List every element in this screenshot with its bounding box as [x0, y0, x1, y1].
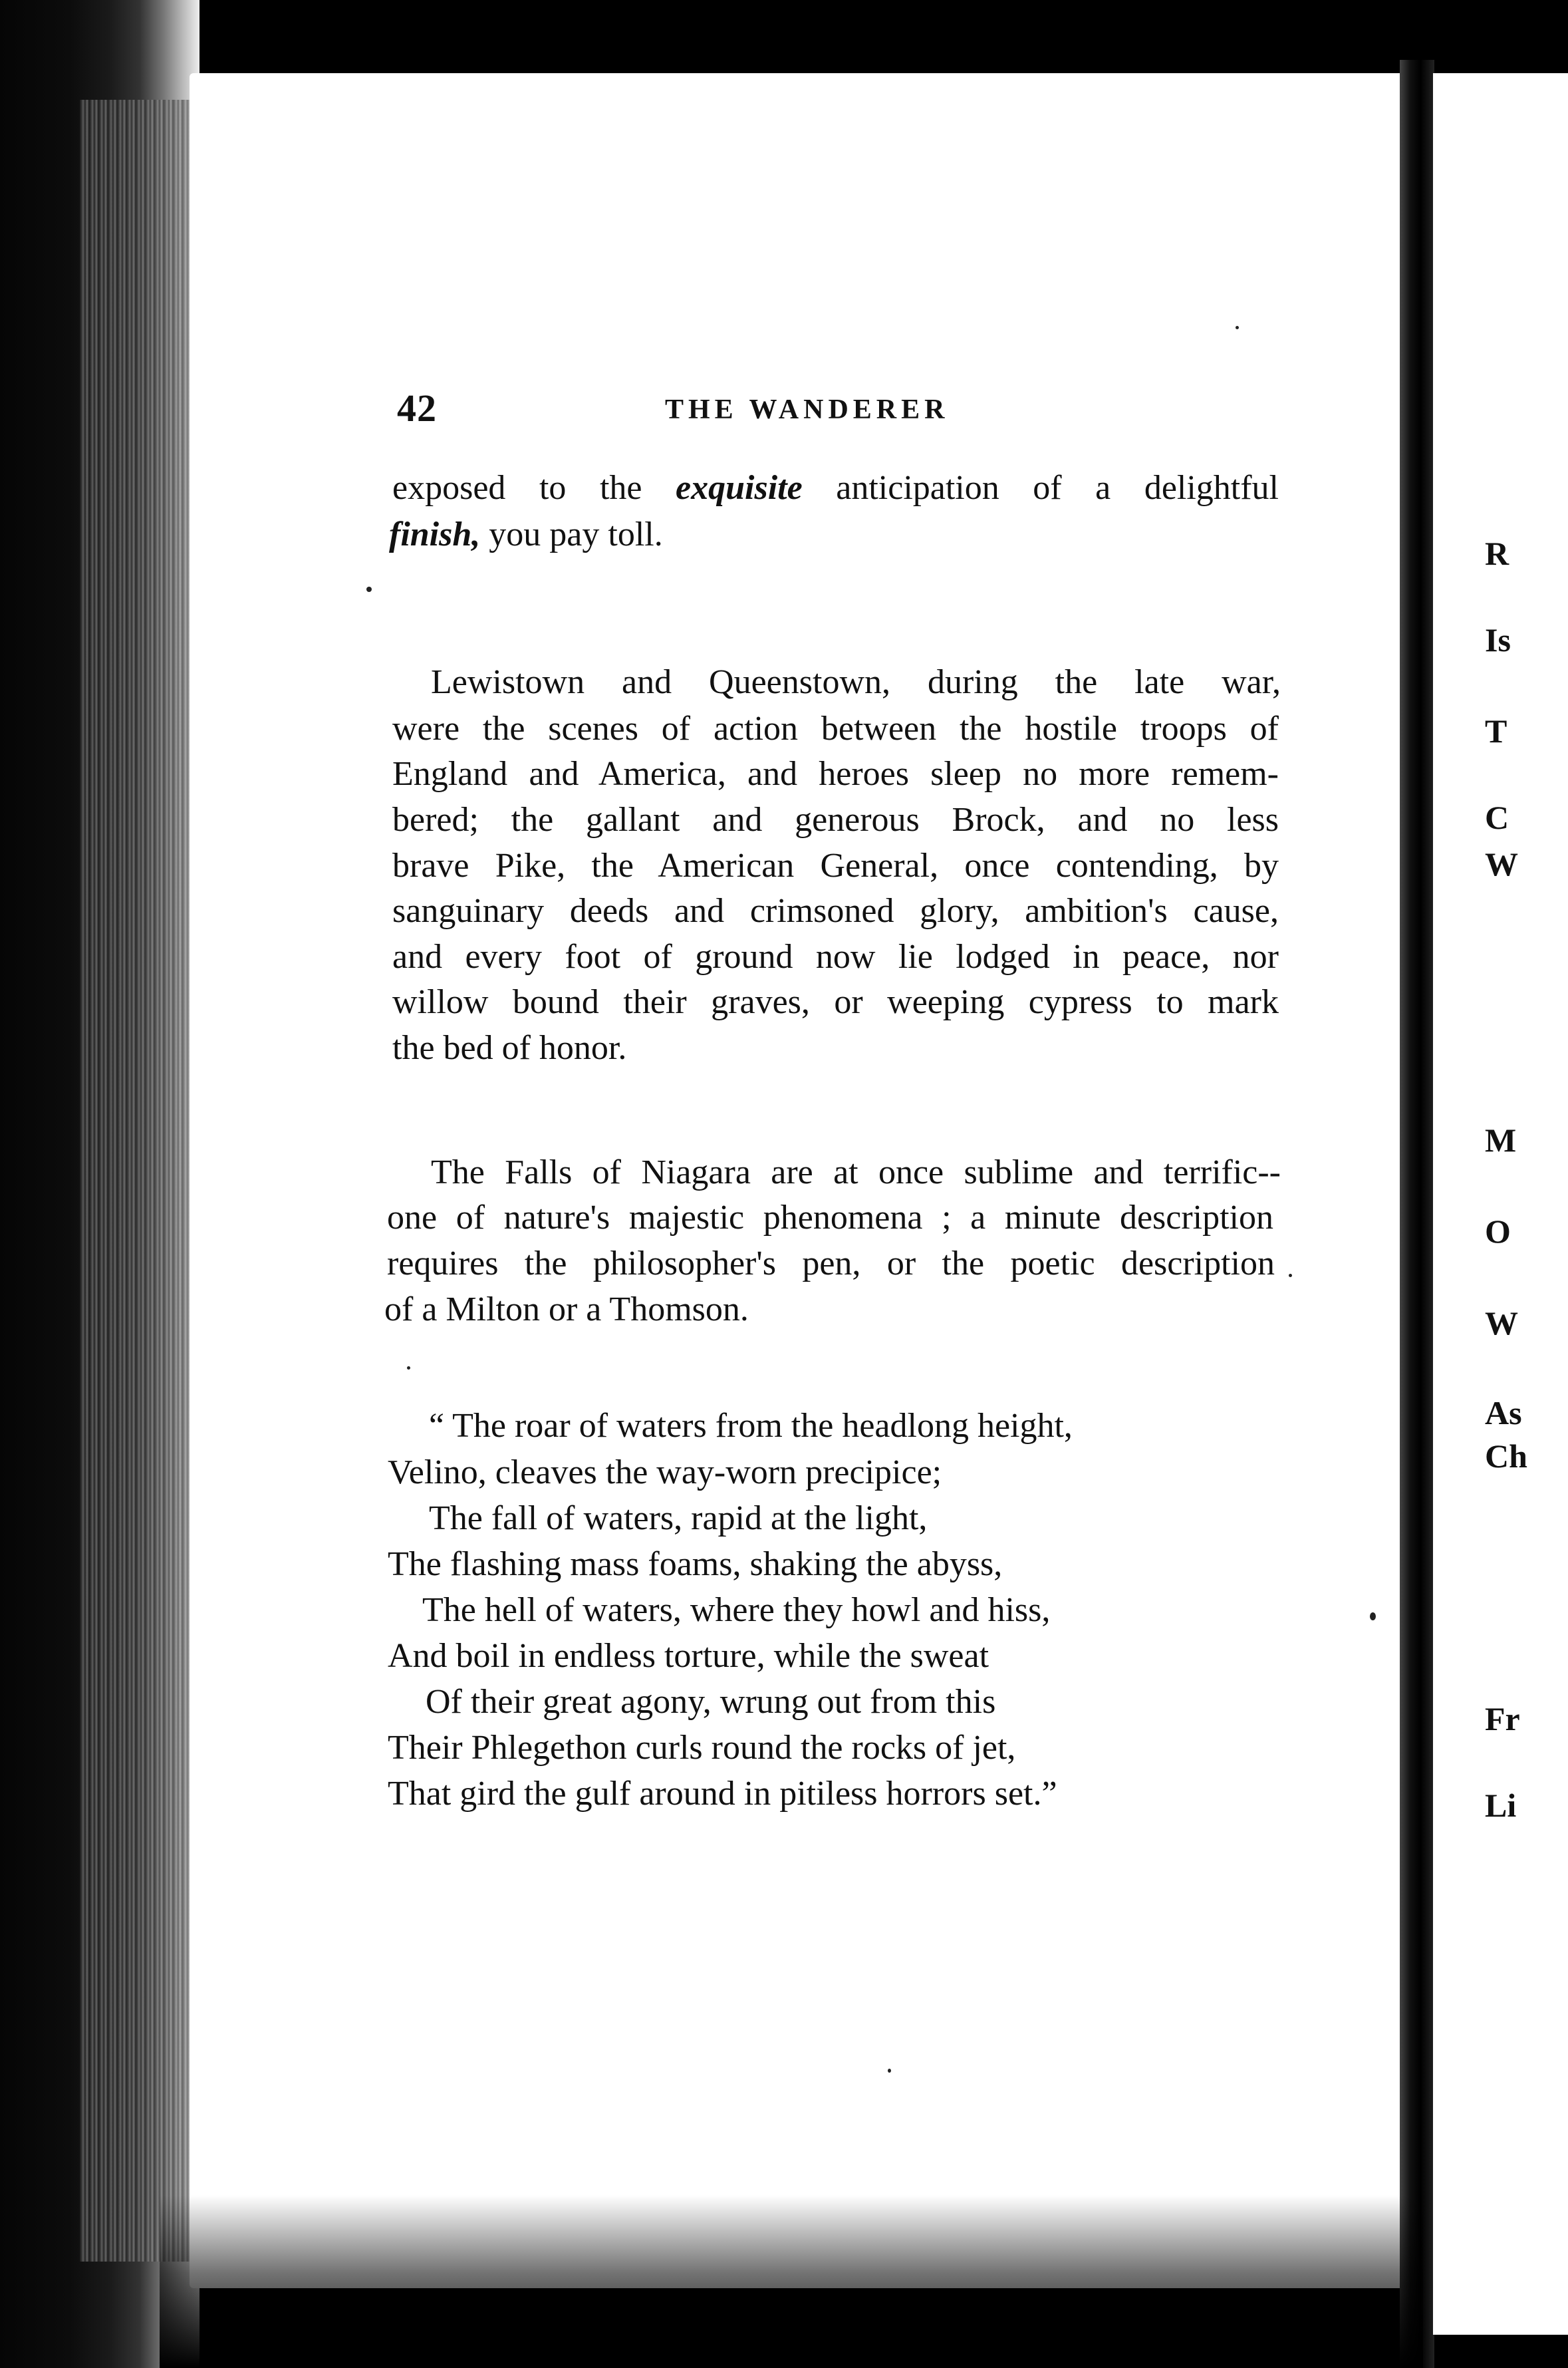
page-bottom-shadow	[160, 2195, 1423, 2368]
paragraph-3-line-2: one of nature's majestic phenomena ; a minute description	[387, 1199, 1273, 1237]
paragraph-2-line-3: England and America, and heroes sleep no more remem-	[392, 755, 1279, 793]
poem-line-9: That gird the gulf around in pitiless horrors set.”	[388, 1775, 1057, 1813]
facing-page	[1433, 73, 1568, 2335]
paragraph-2-line-5: brave Pike, the American General, once contending, by	[392, 847, 1279, 885]
emphasis-exquisite: exquisite	[676, 469, 803, 507]
stray-mark	[1289, 1274, 1292, 1277]
paragraph-2-line-6: sanguinary deeds and crimsoned glory, ambition's cause,	[392, 892, 1279, 930]
facing-fragment: Ch	[1485, 1437, 1527, 1475]
stray-mark	[1370, 1612, 1376, 1620]
book-gutter	[1400, 60, 1434, 2368]
poem-line-8: Their Phlegethon curls round the rocks of jet,	[388, 1729, 1016, 1767]
page-stack-edges	[80, 100, 193, 2262]
paragraph-2-line-2: were the scenes of action between the hostile troops of	[392, 710, 1279, 748]
stray-mark	[366, 587, 372, 592]
paragraph-1-line-2: finish, you pay toll.	[389, 516, 663, 553]
paragraph-2-line-7: and every foot of ground now lie lodged in peace, nor	[392, 938, 1279, 976]
stray-mark	[1236, 326, 1239, 329]
paragraph-2-line-1: Lewistown and Queenstown, during the late war,	[431, 663, 1281, 701]
facing-fragment: M	[1485, 1121, 1517, 1159]
poem-line-3: The fall of waters, rapid at the light,	[429, 1499, 928, 1537]
paragraph-3-line-1: The Falls of Niagara are at once sublime and terrific--	[431, 1153, 1281, 1191]
poem-line-7: Of their great agony, wrung out from this	[426, 1683, 996, 1721]
paragraph-2-line-4: bered; the gallant and generous Brock, and no less	[392, 801, 1279, 839]
facing-fragment: W	[1485, 1304, 1518, 1342]
poem-line-6: And boil in endless torture, while the sweat	[388, 1637, 989, 1675]
paragraph-3-line-3: requires the philosopher's pen, or the poetic description	[387, 1245, 1275, 1282]
facing-fragment: As	[1485, 1394, 1522, 1431]
facing-fragment: W	[1485, 845, 1518, 883]
emphasis-finish: finish,	[389, 516, 481, 553]
page-number: 42	[397, 386, 437, 430]
paragraph-2-line-9: the bed of honor.	[392, 1029, 627, 1067]
stray-mark	[407, 1366, 410, 1370]
poem-line-5: The hell of waters, where they howl and hiss,	[422, 1591, 1051, 1629]
poem-line-4: The flashing mass foams, shaking the abyss,	[388, 1545, 1003, 1583]
poem-line-2: Velino, cleaves the way-worn precipice;	[388, 1453, 942, 1491]
running-head: THE WANDERER	[665, 394, 950, 425]
facing-fragment: Is	[1485, 621, 1511, 659]
stray-mark	[888, 2069, 891, 2073]
book-edge-left	[0, 0, 199, 2368]
facing-fragment: T	[1485, 712, 1507, 750]
facing-fragment: Li	[1485, 1787, 1517, 1824]
facing-fragment: Fr	[1485, 1700, 1520, 1737]
facing-fragment: O	[1485, 1213, 1511, 1250]
poem-line-1: “ The roar of waters from the headlong height,	[429, 1407, 1073, 1445]
facing-fragment: C	[1485, 799, 1509, 836]
paragraph-2-line-8: willow bound their graves, or weeping cypress to mark	[392, 983, 1279, 1021]
facing-fragment: R	[1485, 535, 1509, 572]
paragraph-3-line-4: of a Milton or a Thomson.	[384, 1290, 749, 1328]
paragraph-1-line-1: exposed to the exquisite anticipation of a delightful	[392, 469, 1279, 507]
